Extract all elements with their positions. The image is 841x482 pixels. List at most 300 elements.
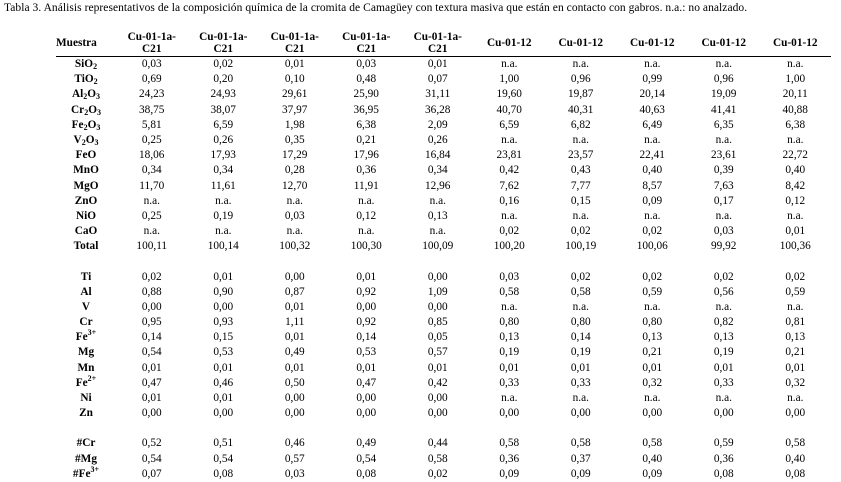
- table-cell: 36,95: [353, 103, 379, 116]
- table-cell: n.a.: [501, 300, 518, 313]
- table-cell: 0,14: [356, 331, 377, 344]
- table-cell: 0,01: [356, 270, 377, 283]
- table-cell: 0,12: [785, 194, 806, 207]
- table-cell: 23,61: [711, 149, 737, 162]
- table-cell: 5,81: [141, 118, 162, 131]
- table-cell: 0,40: [785, 452, 806, 465]
- table-cell: 0,80: [570, 316, 591, 329]
- table-cell: 0,00: [284, 392, 305, 405]
- row-label: [56, 330, 116, 345]
- row-label: [56, 148, 116, 163]
- table-cell: 0,13: [713, 331, 734, 344]
- table-cell: 0,40: [785, 164, 806, 177]
- row-label: [56, 315, 116, 330]
- table-cell: 0,54: [141, 346, 162, 359]
- table-cell: 0,56: [713, 285, 734, 298]
- row-label: [56, 345, 116, 360]
- table-cell: 0,00: [427, 270, 448, 283]
- header-col-7: Cu-01-12: [545, 31, 617, 57]
- table-cell: 0,90: [213, 285, 234, 298]
- table-cell: 0,92: [356, 285, 377, 298]
- table-row: [56, 224, 831, 239]
- table-cell: 31,11: [425, 88, 451, 101]
- row-label-text: Mn: [77, 361, 95, 374]
- table-cell: n.a.: [572, 134, 589, 147]
- table-cell: 0,13: [642, 331, 663, 344]
- table-cell: n.a.: [501, 209, 518, 222]
- row-label-text: Fe: [71, 118, 84, 131]
- table-cell: 0,19: [213, 209, 234, 222]
- table-cell: n.a.: [715, 392, 732, 405]
- table-cell: 0,01: [785, 361, 806, 374]
- table-row: [56, 87, 831, 102]
- table-row: [56, 133, 831, 148]
- header-col-5: Cu-01-1a- C21: [402, 31, 474, 57]
- table-cell: 0,01: [284, 361, 305, 374]
- table-cell: 0,00: [284, 407, 305, 420]
- row-label: [56, 209, 116, 224]
- table-cell: 0,58: [427, 452, 448, 465]
- table-cell: 0,02: [713, 270, 734, 283]
- table-cell: n.a.: [429, 225, 446, 238]
- row-label: [56, 436, 116, 451]
- table-row: [56, 269, 831, 284]
- header-col-10: Cu-01-12: [760, 31, 832, 57]
- header-col-3: Cu-01-1a- C21: [259, 31, 331, 57]
- table-cell: 40,70: [496, 103, 522, 116]
- row-label-text: #Fe: [72, 467, 91, 480]
- table-row: [56, 163, 831, 178]
- table-cell: 0,21: [785, 346, 806, 359]
- table-cell: 0,85: [427, 316, 448, 329]
- table-cell: n.a.: [215, 225, 232, 238]
- table-cell: 0,02: [642, 225, 663, 238]
- table-cell: 0,00: [284, 270, 305, 283]
- table-cell: 11,70: [139, 179, 165, 192]
- table-cell: 0,00: [356, 300, 377, 313]
- table-cell: 0,19: [499, 346, 520, 359]
- table-cell: 0,07: [427, 73, 448, 86]
- table-cell: 20,14: [639, 88, 665, 101]
- table-cell: 11,61: [210, 179, 236, 192]
- table-cell: 0,33: [570, 376, 591, 389]
- table-cell: 0,00: [356, 407, 377, 420]
- table-row: [56, 103, 831, 118]
- table-cell: 0,03: [356, 58, 377, 71]
- table-cell: n.a.: [644, 392, 661, 405]
- table-cell: 0,42: [499, 164, 520, 177]
- table-row: [56, 436, 831, 451]
- table-cell: 0,53: [213, 346, 234, 359]
- table-cell: 20,11: [782, 88, 808, 101]
- header-muestra: Muestra: [56, 31, 116, 57]
- table-cell: 0,58: [642, 437, 663, 450]
- table-cell: 0,21: [356, 134, 377, 147]
- table-cell: 0,32: [785, 376, 806, 389]
- table-cell: 0,48: [356, 73, 377, 86]
- table-cell: 0,35: [284, 134, 305, 147]
- table-cell: 0,01: [141, 361, 162, 374]
- table-cell: 0,42: [427, 376, 448, 389]
- table-cell: 6,35: [713, 118, 734, 131]
- table-caption: Tabla 3. Análisis representativos de la composición química de la cromita de Camagüey con textura masiva que están en contacto con gabros. n.a.: no analzado.: [4, 2, 748, 14]
- table-cell: 0,33: [713, 376, 734, 389]
- row-label-subscript: 2: [93, 77, 98, 87]
- table-cell: 0,02: [642, 270, 663, 283]
- table-cell: 23,81: [496, 149, 522, 162]
- table-cell: 99,92: [711, 240, 737, 253]
- table-cell: 100,11: [136, 240, 168, 253]
- table-cell: 0,36: [499, 452, 520, 465]
- table-cell: 37,97: [282, 103, 308, 116]
- table-cell: 0,09: [499, 467, 520, 480]
- table-cell: 100,09: [422, 240, 454, 253]
- header-col-8: Cu-01-12: [617, 31, 689, 57]
- table-cell: n.a.: [787, 134, 804, 147]
- spacer-cell: [56, 421, 831, 436]
- table-cell: 0,82: [713, 316, 734, 329]
- table-cell: n.a.: [286, 194, 303, 207]
- row-label-text: V: [73, 134, 82, 147]
- table-cell: 1,11: [285, 316, 305, 329]
- table-cell: n.a.: [143, 194, 160, 207]
- table-cell: n.a.: [358, 194, 375, 207]
- row-label-superscript: 3+: [87, 328, 97, 338]
- row-label: [56, 464, 116, 482]
- row-label-text: #Cr: [76, 437, 96, 450]
- table-cell: 100,19: [565, 240, 597, 253]
- table-cell: n.a.: [787, 209, 804, 222]
- table-cell: 0,13: [427, 209, 448, 222]
- row-label-text: MnO: [73, 164, 99, 177]
- table-cell: 0,00: [213, 300, 234, 313]
- table-cell: 0,03: [499, 270, 520, 283]
- row-label-text: FeO: [75, 149, 97, 162]
- table-cell: 16,84: [425, 149, 451, 162]
- row-label: [56, 194, 116, 209]
- table-cell: 0,47: [356, 376, 377, 389]
- table-cell: 0,00: [570, 407, 591, 420]
- row-label-text: Ni: [80, 392, 92, 405]
- row-label: [56, 224, 116, 239]
- table-cell: 19,87: [568, 88, 594, 101]
- table-cell: 0,36: [356, 164, 377, 177]
- spacer-row: [56, 421, 831, 436]
- row-label: [56, 269, 116, 284]
- table-cell: 8,57: [642, 179, 663, 192]
- table-cell: 0,02: [141, 270, 162, 283]
- table-cell: 0,03: [141, 58, 162, 71]
- table-body: [56, 57, 831, 482]
- table-cell: 0,69: [141, 73, 162, 86]
- table-cell: n.a.: [572, 58, 589, 71]
- table-cell: 24,23: [139, 88, 165, 101]
- spacer-cell: [56, 254, 831, 269]
- table-cell: 0,01: [213, 361, 234, 374]
- row-label: [56, 391, 116, 406]
- table-cell: n.a.: [358, 225, 375, 238]
- table-cell: 0,96: [713, 73, 734, 86]
- table-cell: 0,13: [785, 331, 806, 344]
- table-cell: n.a.: [215, 194, 232, 207]
- table-cell: 0,01: [427, 58, 448, 71]
- table-cell: 0,53: [356, 346, 377, 359]
- table-cell: 25,90: [353, 88, 379, 101]
- row-label-subscript-2: 3: [96, 122, 101, 132]
- table-cell: 0,02: [499, 225, 520, 238]
- table-cell: 0,46: [213, 376, 234, 389]
- table-cell: 0,03: [284, 209, 305, 222]
- row-label-text: Zn: [79, 407, 93, 420]
- table-cell: 0,50: [284, 376, 305, 389]
- row-label: [56, 163, 116, 178]
- table-cell: 0,14: [570, 331, 591, 344]
- table-cell: 24,93: [210, 88, 236, 101]
- table-cell: 36,28: [425, 103, 451, 116]
- table-cell: 22,72: [782, 149, 808, 162]
- row-label-subscript: 2: [81, 138, 86, 148]
- table-cell: 0,01: [284, 331, 305, 344]
- table-cell: 0,33: [499, 376, 520, 389]
- table-cell: 0,00: [427, 407, 448, 420]
- table-cell: 0,01: [356, 361, 377, 374]
- table-cell: 100,32: [279, 240, 311, 253]
- row-label-subscript: 2: [93, 62, 98, 72]
- table-cell: 0,00: [141, 300, 162, 313]
- table-cell: n.a.: [787, 58, 804, 71]
- row-label-text: CaO: [74, 225, 98, 238]
- table-cell: 0,52: [141, 437, 162, 450]
- table-row: [56, 72, 831, 87]
- row-label-subscript: 2: [83, 92, 88, 102]
- table-cell: n.a.: [572, 300, 589, 313]
- table-cell: 0,12: [356, 209, 377, 222]
- table-cell: 0,37: [570, 452, 591, 465]
- table-cell: 29,61: [282, 88, 308, 101]
- table-cell: 100,06: [636, 240, 668, 253]
- row-label: [56, 361, 116, 376]
- table-cell: 12,96: [425, 179, 451, 192]
- table-cell: 0,26: [427, 134, 448, 147]
- table-row: [56, 118, 831, 133]
- row-label: [56, 452, 116, 467]
- table-cell: 38,75: [139, 103, 165, 116]
- table-cell: 40,88: [782, 103, 808, 116]
- table-cell: 0,01: [713, 361, 734, 374]
- table-cell: 22,41: [639, 149, 665, 162]
- table-cell: 0,14: [141, 331, 162, 344]
- table-cell: n.a.: [501, 134, 518, 147]
- table-cell: 0,40: [642, 452, 663, 465]
- table-row: [56, 57, 831, 73]
- table-cell: 0,02: [427, 467, 448, 480]
- table-cell: n.a.: [429, 194, 446, 207]
- table-cell: 11,91: [353, 179, 379, 192]
- table-cell: 0,88: [141, 285, 162, 298]
- table-cell: 17,96: [353, 149, 379, 162]
- table-cell: 0,58: [499, 437, 520, 450]
- table-cell: 6,59: [499, 118, 520, 131]
- table-cell: 0,02: [785, 270, 806, 283]
- row-label-superscript: 2+: [87, 373, 97, 383]
- table-cell: 0,00: [427, 300, 448, 313]
- table-cell: 0,00: [499, 407, 520, 420]
- table-row: [56, 300, 831, 315]
- table-cell: 0,09: [570, 467, 591, 480]
- table-cell: 0,08: [213, 467, 234, 480]
- table-cell: 0,01: [213, 270, 234, 283]
- row-label-text: TiO: [74, 73, 94, 86]
- table-cell: 6,38: [356, 118, 377, 131]
- table-row: [56, 148, 831, 163]
- table-cell: 0,34: [213, 164, 234, 177]
- table-cell: 0,54: [213, 452, 234, 465]
- table-cell: 0,03: [284, 467, 305, 480]
- header-col-4: Cu-01-1a- C21: [331, 31, 403, 57]
- table-cell: 1,98: [284, 118, 305, 131]
- table-cell: 0,58: [785, 437, 806, 450]
- table-row: [56, 239, 831, 254]
- table-row: [56, 330, 831, 345]
- row-label-subscript-2: 3: [96, 107, 101, 117]
- table-cell: 12,70: [282, 179, 308, 192]
- row-label: [56, 72, 116, 87]
- table-cell: 6,82: [570, 118, 591, 131]
- table-cell: 0,19: [570, 346, 591, 359]
- table-cell: n.a.: [572, 209, 589, 222]
- table-cell: 0,49: [284, 346, 305, 359]
- row-label-text: Cr: [71, 103, 85, 116]
- table-cell: 41,41: [711, 103, 737, 116]
- table-cell: 100,20: [493, 240, 525, 253]
- row-label-tail: O: [87, 88, 97, 101]
- table-cell: 0,00: [141, 407, 162, 420]
- table-cell: 0,08: [713, 467, 734, 480]
- table-cell: 17,29: [282, 149, 308, 162]
- header-col-9: Cu-01-12: [688, 31, 760, 57]
- table-cell: 0,26: [213, 134, 234, 147]
- table-cell: 19,60: [496, 88, 522, 101]
- table-cell: 0,02: [570, 270, 591, 283]
- table-cell: 0,95: [141, 316, 162, 329]
- chemical-composition-table: [56, 31, 831, 482]
- table-cell: 0,07: [141, 467, 162, 480]
- table-cell: 0,25: [141, 209, 162, 222]
- table-cell: 0,09: [642, 194, 663, 207]
- table-cell: 0,25: [141, 134, 162, 147]
- table-cell: 0,57: [427, 346, 448, 359]
- table-cell: 0,00: [642, 407, 663, 420]
- row-label-text: Total: [73, 240, 99, 253]
- table-cell: n.a.: [644, 134, 661, 147]
- table-cell: n.a.: [787, 300, 804, 313]
- row-label: [56, 118, 116, 133]
- table-cell: 19,09: [711, 88, 737, 101]
- row-label-subscript-2: 3: [94, 138, 99, 148]
- table-cell: 0,03: [713, 225, 734, 238]
- table-cell: 23,57: [568, 149, 594, 162]
- table-cell: 0,59: [713, 437, 734, 450]
- table-cell: 0,16: [499, 194, 520, 207]
- row-label-text: Al: [80, 285, 92, 298]
- table-cell: n.a.: [715, 58, 732, 71]
- row-label: [56, 103, 116, 118]
- table-cell: 0,01: [642, 361, 663, 374]
- table-row: [56, 467, 831, 482]
- table-row: [56, 391, 831, 406]
- table-cell: 0,01: [213, 392, 234, 405]
- table-cell: 0,99: [642, 73, 663, 86]
- table-cell: 0,08: [785, 467, 806, 480]
- table-cell: 6,59: [213, 118, 234, 131]
- row-label-tail: O: [88, 103, 97, 116]
- table-cell: 0,49: [356, 437, 377, 450]
- table-cell: 7,77: [570, 179, 591, 192]
- table-cell: 0,51: [213, 437, 234, 450]
- table-row: [56, 361, 831, 376]
- table-cell: 7,63: [713, 179, 734, 192]
- table-cell: 100,30: [350, 240, 382, 253]
- table-cell: 100,36: [779, 240, 811, 253]
- table-cell: 0,01: [499, 361, 520, 374]
- header-col-6: Cu-01-12: [474, 31, 546, 57]
- table-cell: 0,93: [213, 316, 234, 329]
- row-label: [56, 300, 116, 315]
- table-cell: 0,54: [141, 452, 162, 465]
- table-cell: 0,36: [713, 452, 734, 465]
- table-cell: 0,02: [570, 225, 591, 238]
- table-cell: 0,58: [499, 285, 520, 298]
- table-header-row: [56, 31, 831, 57]
- table-cell: 0,17: [713, 194, 734, 207]
- table-cell: 0,34: [427, 164, 448, 177]
- table-cell: 0,00: [356, 392, 377, 405]
- table-cell: 0,34: [141, 164, 162, 177]
- table-cell: 0,96: [570, 73, 591, 86]
- table-cell: 1,09: [427, 285, 448, 298]
- table-cell: 0,10: [284, 73, 305, 86]
- row-label-text: Fe: [75, 331, 88, 344]
- table-row: [56, 179, 831, 194]
- row-label: [56, 285, 116, 300]
- table-cell: 0,15: [570, 194, 591, 207]
- row-label-text: NiO: [75, 209, 97, 222]
- table-row: [56, 209, 831, 224]
- table-cell: n.a.: [715, 209, 732, 222]
- table-cell: 7,62: [499, 179, 520, 192]
- table-cell: n.a.: [787, 392, 804, 405]
- table-cell: 0,19: [713, 346, 734, 359]
- table-cell: 0,21: [642, 346, 663, 359]
- table-cell: 0,32: [642, 376, 663, 389]
- table-cell: 0,13: [499, 331, 520, 344]
- table-cell: 38,07: [210, 103, 236, 116]
- table-cell: 40,31: [568, 103, 594, 116]
- table-cell: 0,80: [499, 316, 520, 329]
- table-cell: 0,92: [356, 316, 377, 329]
- table-row: [56, 345, 831, 360]
- table-row: [56, 194, 831, 209]
- table-cell: n.a.: [501, 392, 518, 405]
- table-cell: 0,40: [642, 164, 663, 177]
- table-cell: 0,01: [141, 392, 162, 405]
- row-label: [56, 179, 116, 194]
- table-cell: 0,54: [356, 452, 377, 465]
- row-label-text: Al: [71, 88, 84, 101]
- row-label-tail: O: [87, 118, 97, 131]
- table-cell: n.a.: [501, 58, 518, 71]
- table-cell: 0,08: [356, 467, 377, 480]
